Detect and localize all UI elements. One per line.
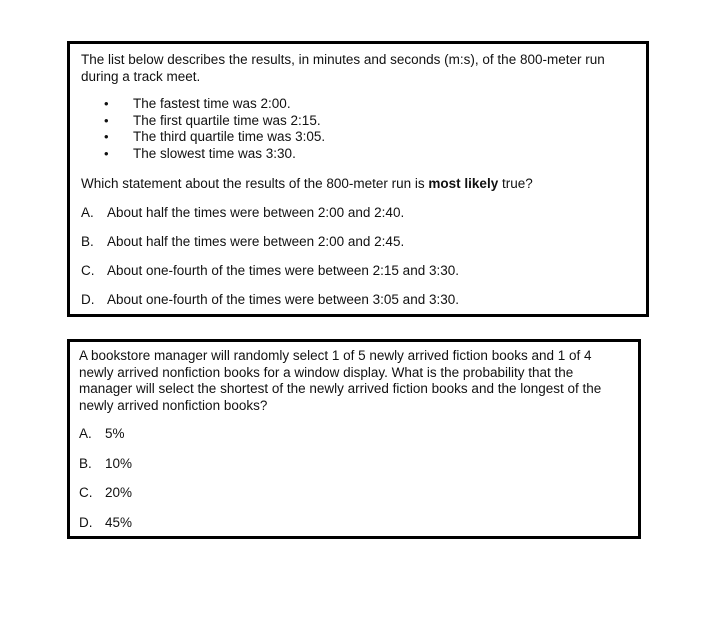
answer-option-a[interactable]	[79, 426, 628, 456]
option-text: About half the times were between 2:00 and 2:45.	[107, 233, 405, 249]
option-letter: D.	[79, 514, 93, 530]
prompt-emphasis: most likely	[428, 176, 499, 191]
option-text: About one-fourth of the times were between 3:05 and 3:30.	[107, 291, 459, 307]
option-text: 45%	[105, 514, 133, 530]
option-letter: A.	[79, 426, 92, 441]
option-text: About half the times were between 2:00 and 2:40.	[107, 204, 405, 220]
answer-option-c[interactable]	[81, 263, 636, 292]
question-1-options	[81, 205, 636, 321]
option-letter: B.	[81, 233, 94, 249]
fact-item	[81, 146, 636, 163]
bullet-icon: •	[104, 129, 109, 144]
bullet-icon: •	[104, 96, 109, 111]
fact-item	[81, 96, 636, 113]
fact-text: The third quartile time was 3:05.	[133, 129, 326, 144]
option-letter: C.	[81, 262, 95, 278]
question-2-box	[67, 339, 641, 539]
option-letter: A.	[81, 204, 94, 220]
option-letter: C.	[79, 485, 93, 500]
option-text: 5%	[105, 426, 125, 441]
question-2-stem: A bookstore manager will randomly select 1 of 5 newly arrived fiction books and 1 of 4 newly arrived nonfiction books for a window display. What is the probability that the manager will select the shortest of the newly arrived fiction books and the longest of the newly arrived nonfiction books?	[79, 348, 602, 413]
answer-option-d[interactable]	[79, 515, 628, 545]
fact-text: The slowest time was 3:30.	[133, 145, 296, 161]
question-1-prompt	[81, 176, 636, 193]
bullet-icon: •	[104, 145, 109, 161]
answer-option-b[interactable]	[81, 234, 636, 263]
option-text: 10%	[105, 455, 133, 471]
question-1-box	[67, 41, 649, 317]
option-letter: B.	[79, 455, 92, 471]
question-2-options	[79, 426, 628, 544]
prompt-text: Which statement about the results of the 800-meter run is	[81, 176, 429, 191]
answer-option-c[interactable]	[79, 485, 628, 515]
fact-text: The first quartile time was 2:15.	[133, 112, 321, 128]
fact-item	[81, 129, 636, 146]
option-letter: D.	[81, 291, 95, 307]
answer-option-d[interactable]	[81, 292, 636, 321]
fact-text: The fastest time was 2:00.	[133, 96, 291, 111]
answer-option-a[interactable]	[81, 205, 636, 234]
bullet-icon: •	[104, 112, 109, 128]
answer-option-b[interactable]	[79, 456, 628, 486]
prompt-text-end: true?	[498, 176, 533, 191]
question-1-facts-list	[81, 96, 636, 162]
option-text: 20%	[105, 485, 133, 500]
fact-item	[81, 113, 636, 130]
question-1-stem: The list below describes the results, in minutes and seconds (m:s), of the 800-meter run during a track meet.	[81, 52, 605, 84]
option-text: About one-fourth of the times were between 2:15 and 3:30.	[107, 262, 459, 278]
